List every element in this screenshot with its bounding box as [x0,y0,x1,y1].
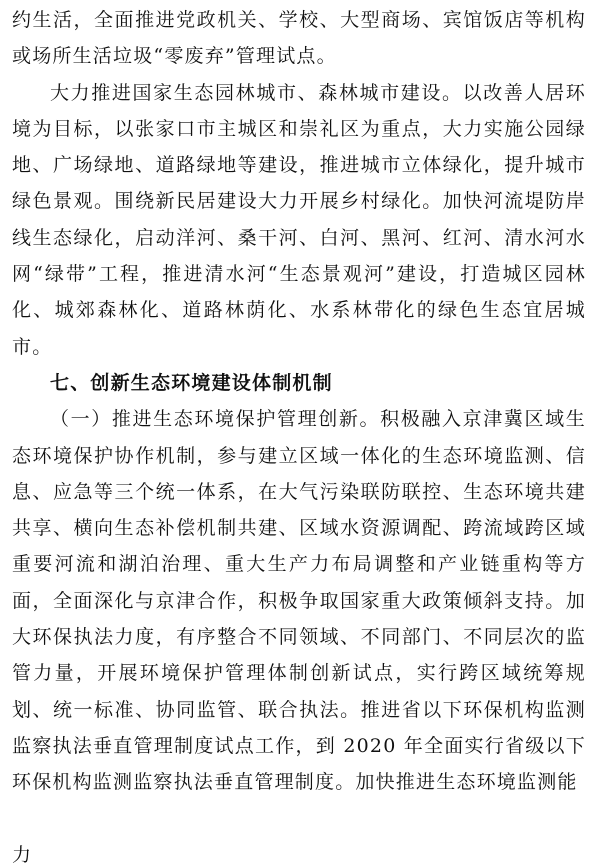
paragraph-1: 约生活，全面推进党政机关、学校、大型商场、宾馆饭店等机构或场所生活垃圾“零废弃”管理试点。 [12,9,586,68]
partial-next-line [12,844,92,866]
paragraph-2: 大力推进国家生态园林城市、森林城市建设。以改善人居环境为目标，以张家口市主城区和崇礼区为重点，大力实施公园绿地、广场绿地、道路绿地等建设，推进城市立体绿化，提升城市绿色景观。围绕新民居建设大力开展乡村绿化。加快河流堤防岸线生态绿化，启动洋河、桑干河、白河、黑河、红河、清水河水网“绿带”工程，推进清水河“生态景观河”建设，打造城区园林化、城郊森林化、道路林荫化、水系林带化的绿色生态宜居城市。 [12,81,586,358]
partial-text: 力 [12,844,32,866]
paragraph-3: （一）推进生态环境保护管理创新。积极融入京津冀区域生态环境保护协作机制，参与建立区域一体化的生态环境监测、信息、应急等三个统一体系，在大气污染联防联控、生态环境共建共享、横向生态补偿机制共建、区域水资源调配、跨流域跨区域重要河流和湖泊治理、重大生产力布局调整和产业链重构等方面，全面深化与京津合作，积极争取国家重大政策倾斜支持。加大环保执法力度，有序整合不同领域、不同部门、不同层次的监管力量，开展环境保护管理体制创新试点，实行跨区域统筹规划、统一标准、协同监管、联合执法。推进省以下环保机构监测监察执法垂直管理制度试点工作，到 2020 年全面实行省级以下环保机构监测监察执法垂直管理制度。加快推进生态环境监测能 [12,408,586,794]
section-heading: 七、创新生态环境建设体制机制 [50,371,333,394]
